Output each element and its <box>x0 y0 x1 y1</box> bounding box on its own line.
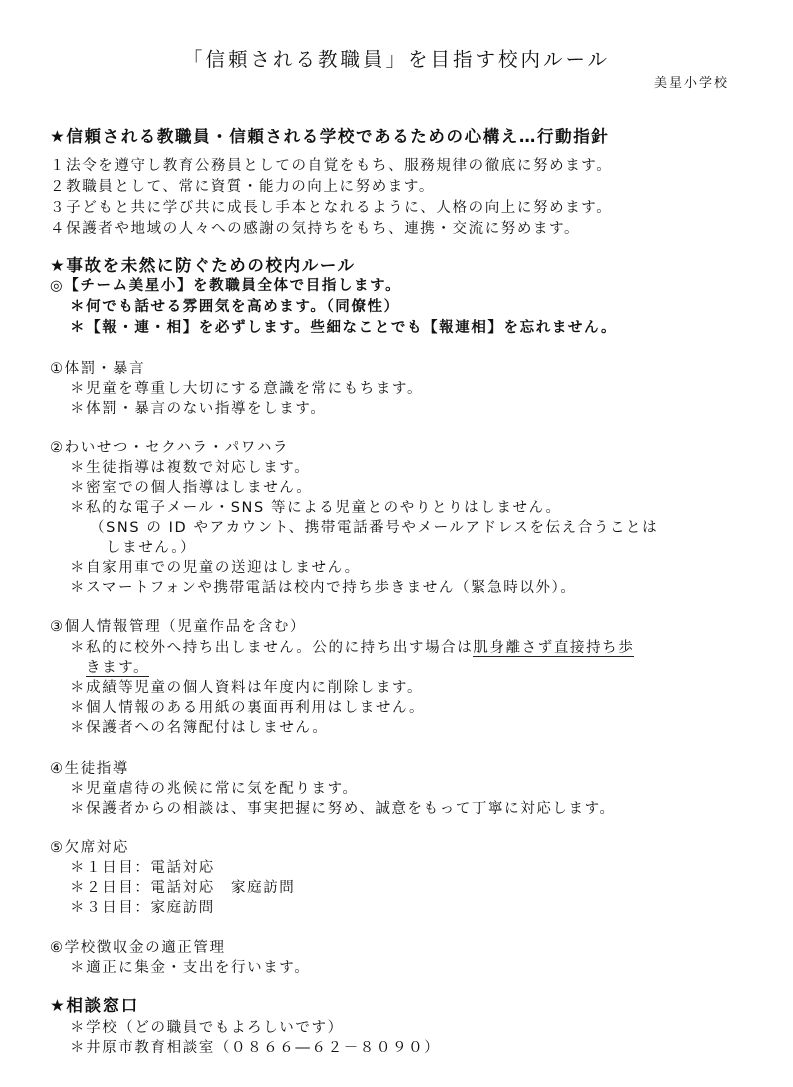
rule-title-funds: ⑥学校徴収金の適正管理 <box>50 940 226 956</box>
consultation-item: ＊井原市教育相談室（０８６６―６２－８０９０） <box>70 1040 441 1056</box>
section-heading-consultation: ★相談窓口 <box>50 996 139 1015</box>
rule-item: ＊適正に集金・支出を行います。 <box>70 960 311 976</box>
section-heading-principles: ★信頼される教職員・信頼される学校であるための心構え…行動指針 <box>50 127 610 146</box>
rule-item: ＊私的な電子メール・SNS 等による児童とのやりとりはしません。 <box>70 500 562 516</box>
rule-item <box>70 638 634 658</box>
team-goal: ◎【チーム美星小】を教職員全体で目指します。 <box>50 278 402 294</box>
underlined-text: 肌身離さず直接持ち歩 <box>473 640 635 656</box>
rule-item: ＊３日目：家庭訪問 <box>70 900 215 916</box>
rule-item: ＊２日目：電話対応 家庭訪問 <box>70 880 296 896</box>
rule-item: ＊保護者への名簿配付はしません。 <box>70 720 329 736</box>
rule-item: ＊生徒指導は複数で対応します。 <box>70 460 311 476</box>
team-goal-item: ＊【報・連・相】を必ずします。些細なことでも【報連相】を忘れません。 <box>70 320 618 336</box>
rule-item: ＊スマートフォンや携帯電話は校内で持ち歩きません（緊急時以外）。 <box>70 580 577 596</box>
rule-item: ＊成績等児童の個人資料は年度内に削除します。 <box>70 680 424 696</box>
rule-item-note: しません。） <box>106 540 197 556</box>
principle-item: ４保護者や地域の人々への感謝の気持ちをもち、連携・交流に努めます。 <box>50 221 581 237</box>
principle-item: ２教職員として、常に資質・能力の向上に努めます。 <box>50 179 435 195</box>
section-heading-rules: ★事故を未然に防ぐための校内ルール <box>50 256 356 275</box>
rule-title-absence: ⑤欠席対応 <box>50 840 129 856</box>
school-name: 美星小学校 <box>653 76 729 91</box>
rule-item: ＊保護者からの相談は、事実把握に努め、誠意をもって丁寧に対応します。 <box>70 801 616 817</box>
rule-item-continued <box>86 658 149 678</box>
rule-title-guidance: ④生徒指導 <box>50 761 129 777</box>
underlined-text: きます。 <box>86 660 150 676</box>
principle-item: １法令を遵守し教育公務員としての自覚をもち、服務規律の徹底に努めます。 <box>50 158 613 174</box>
rule-item: ＊自家用車での児童の送迎はしません。 <box>70 560 361 576</box>
rule-title-harassment: ②わいせつ・セクハラ・パワハラ <box>50 440 290 456</box>
rule-item: ＊体罰・暴言のない指導をします。 <box>70 401 327 417</box>
principle-item: ３子どもと共に学び共に成長し手本となれるように、人格の向上に努めます。 <box>50 200 613 216</box>
rule-item: ＊密室での個人指導はしません。 <box>70 480 313 496</box>
rule-item-text: ＊私的に校外へ持ち出しません。公的に持ち出す場合は <box>70 640 474 656</box>
team-goal-item: ＊何でも話せる雰囲気を高めます。（同僚性） <box>70 299 400 315</box>
page-title: 「信頼される教職員」を目指す校内ルール <box>182 48 611 71</box>
rule-item-note: （SNS の ID やアカウント、携帯電話番号やメールアドレスを伝え合うことは <box>90 520 659 536</box>
consultation-item: ＊学校（どの職員でもよろしいです） <box>70 1020 344 1036</box>
rule-item: ＊個人情報のある用紙の裏面再利用はしません。 <box>70 700 426 716</box>
rule-title-punishment: ①体罰・暴言 <box>50 361 146 377</box>
rule-item: ＊児童を尊重し大切にする意識を常にもちます。 <box>70 381 424 397</box>
rule-item: ＊１日目：電話対応 <box>70 860 215 876</box>
rule-title-privacy: ③個人情報管理（児童作品を含む） <box>50 619 307 635</box>
rule-item: ＊児童虐待の兆候に常に気を配ります。 <box>70 781 359 797</box>
